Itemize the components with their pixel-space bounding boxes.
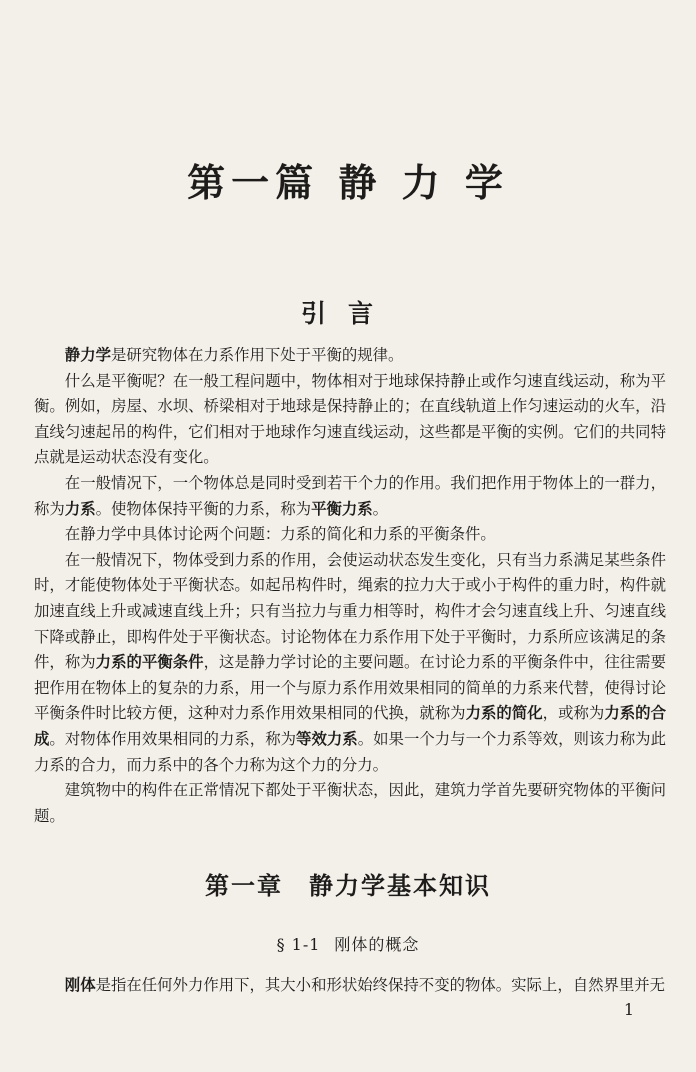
intro-title: 引言 (300, 299, 395, 328)
bold-term: 等效力系 (296, 729, 358, 748)
text-run: 。如果一个力与一个力系等效，则该力称为此力系的合力，而力系中的各个力称为这个力的分力。 (34, 729, 666, 774)
bold-term: 平衡力系 (311, 499, 373, 518)
bold-term: 力系的平衡条件 (95, 653, 204, 672)
page-number: 1 (623, 1000, 634, 1019)
intro-body (34, 343, 666, 829)
text-run: ，这是静力学讨论的主要问题。在讨论力系的平衡条件中，往往需要把作用在物体上的复杂的力系，用一个与原力系作用效果相同的简单的力系来代替，使得讨论平衡条件时比较方便，这种对力系作用效果相同的代换，就称为 (34, 653, 666, 723)
paragraph (34, 522, 666, 548)
paragraph (34, 343, 666, 369)
chapter-title (0, 866, 696, 901)
text-run: 在静力学中具体讨论两个问题：力系的简化和力系的平衡条件。 (64, 525, 496, 544)
text-run: 什么是平衡呢？在一般工程问题中，物体相对于地球保持静止或作匀速直线运动，称为平衡。例如，房屋、水坝、桥梁相对于地球是保持静止的；在直线轨道上作匀速运动的火车，沿直线匀速起吊的构件，它们相对于地球作匀速直线运动，这些都是平衡的实例。它们的共同特点就是运动状态没有变化。 (34, 371, 666, 467)
bold-term: 力系 (64, 499, 96, 518)
section-number: § 1-1 (276, 935, 321, 954)
text-run: 。 (372, 499, 389, 518)
section-name: 刚体的概念 (334, 935, 420, 954)
paragraph (34, 369, 666, 471)
text-run: 是指在任何外力作用下，其大小和形状始终保持不变的物体。实际上，自然界里并无 (95, 976, 666, 994)
text-run: 。对物体作用效果相同的力系，称为 (49, 729, 297, 748)
bold-term: 刚体 (64, 976, 96, 994)
text-run: 是研究物体在力系作用下处于平衡的规律。 (110, 346, 404, 364)
section-title (0, 932, 696, 955)
text-run: 。使物体保持平衡的力系，称为 (95, 499, 312, 518)
text-run: 在一般情况下，一个物体总是同时受到若干个力的作用。我们把作用于物体上的一群力，称为 (34, 473, 666, 518)
text-run: 建筑物中的构件在正常情况下都处于平衡状态，因此，建筑力学首先要研究物体的平衡问题。 (34, 781, 666, 825)
paragraph (34, 778, 666, 829)
paragraph (34, 471, 666, 522)
bold-term: 力系的简化 (465, 704, 543, 723)
chapter-name: 静力学基本知识 (309, 871, 491, 900)
bold-term: 力系的合成 (34, 704, 666, 748)
chapter-number: 第一章 (205, 871, 283, 900)
text-run: 在一般情况下，物体受到力系的作用，会使运动状态发生变化，只有当力系满足某些条件时，才能使物体处于平衡状态。如起吊构件时，绳索的拉力大于或小于构件的重力时，构件就加速直线上升或减速直线上升；只有当拉力与重力相等时，构件才会匀速直线上升、匀速直线下降或静止，即构件处于平衡状态。讨论物体在力系作用下处于平衡时，力系所应该满足的条件，称为 (34, 550, 666, 672)
text-run: ，或称为 (542, 704, 605, 723)
bold-term: 静力学 (64, 346, 111, 364)
paragraph (34, 973, 666, 999)
paragraph (34, 548, 666, 778)
part-title: 第一篇 静 力 学 (187, 160, 509, 205)
